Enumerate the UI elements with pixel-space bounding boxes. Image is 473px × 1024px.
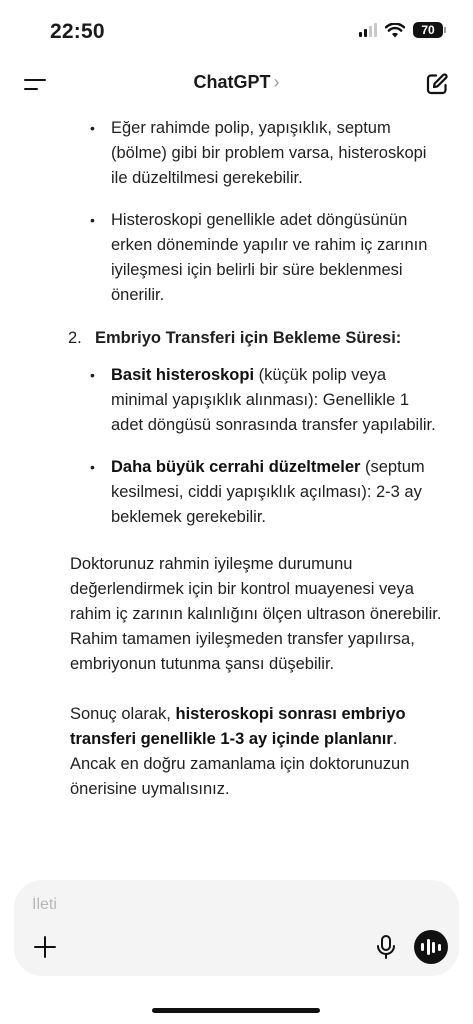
voice-bar — [432, 942, 435, 953]
voice-bar — [427, 939, 430, 955]
bullet-list — [90, 116, 445, 308]
list-item — [90, 455, 445, 530]
chat-header — [0, 62, 473, 108]
page-title: ChatGPT — [193, 72, 271, 92]
chevron-right-icon: › — [273, 72, 280, 92]
model-selector[interactable] — [0, 72, 473, 93]
section-number: 2. — [68, 329, 82, 347]
new-chat-icon[interactable] — [425, 72, 449, 96]
home-indicator — [152, 1008, 320, 1013]
bold-term: Daha büyük cerrahi düzeltmeler — [111, 458, 361, 476]
bold-term: Basit histeroskopi — [111, 366, 255, 384]
battery-level: 70 — [421, 23, 435, 37]
status-icons — [359, 22, 443, 38]
conclusion-paragraph — [70, 702, 445, 802]
voice-mode-icon — [421, 943, 424, 951]
paragraph: Doktorunuz rahmin iyileşme durumunu değerlendirmek için bir kontrol muayenesi veya rahim iç zarının kalınlığını ölçen ultrason önerebilir. Rahim tamamen iyileşmeden transfer yapılırsa, embriyonun tutunma şansı düşebilir. — [70, 555, 442, 673]
section-title: Embriyo Transferi için Bekleme Süresi: — [95, 329, 402, 347]
microphone-icon[interactable] — [375, 934, 397, 960]
battery-icon — [413, 22, 443, 38]
list-item: • Histeroskopi genellikle adet döngüsünün erken döneminde yapılır ve rahim iç zarının iyileşmesi için belirli bir süre beklenmesi önerilir. — [90, 208, 445, 308]
message-input[interactable] — [32, 892, 372, 918]
list-item — [90, 363, 445, 438]
item-text: (septum kesilmesi, ciddi yapışıklık açılması): 2-3 ay beklemek gerekebilir. — [111, 458, 425, 526]
plus-icon[interactable] — [34, 936, 56, 958]
conclusion-bold: histeroskopi sonrası embriyo transferi genellikle 1-3 ay içinde planlanır — [70, 705, 406, 748]
status-bar — [0, 0, 473, 62]
voice-bar — [438, 944, 441, 951]
conclusion-suffix: . Ancak en doğru zamanlama için doktorunuzun önerisine uymalısınız. — [70, 730, 410, 798]
plus-icon-v — [44, 936, 46, 958]
sub-bullet-list — [90, 363, 445, 530]
status-time: 22:50 — [50, 20, 105, 43]
cellular-signal-icon — [359, 23, 377, 37]
message-composer — [14, 880, 459, 976]
assistant-message — [70, 116, 445, 802]
item-text: (küçük polip veya minimal yapışıklık alınması): Genellikle 1 adet döngüsü sonrasında transfer yapılabilir. — [111, 366, 436, 434]
voice-mode-button[interactable] — [414, 930, 448, 964]
conclusion-prefix: Sonuç olarak, — [70, 705, 176, 723]
section-heading — [68, 326, 445, 351]
wifi-icon — [385, 23, 405, 38]
list-item: • Eğer rahimde polip, yapışıklık, septum (bölme) gibi bir problem varsa, histeroskopi ile düzeltilmesi gerekebilir. — [90, 116, 445, 191]
